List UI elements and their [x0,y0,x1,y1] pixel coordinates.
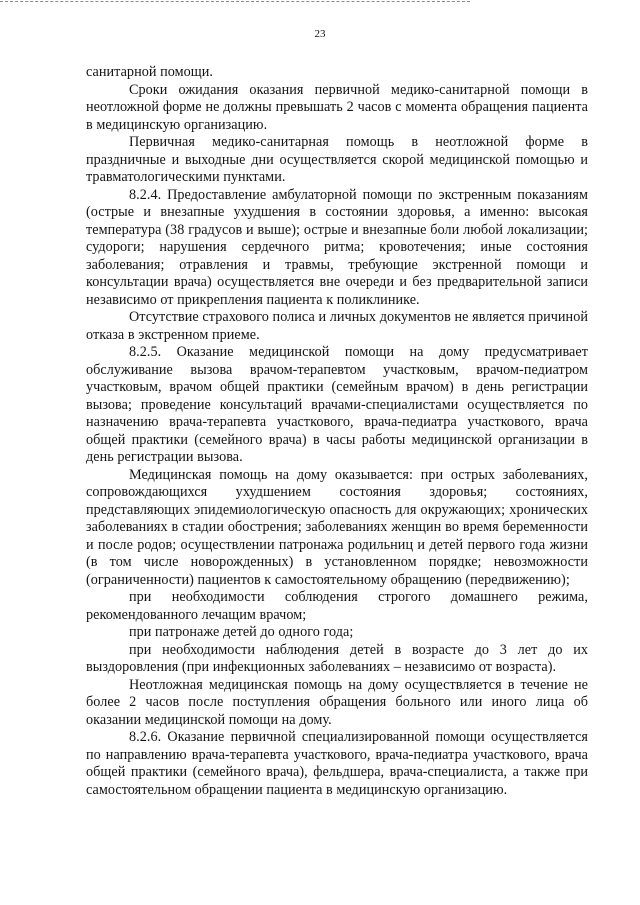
paragraph-urgent-home-care: Неотложная медицинская помощь на дому осуществляется в течение не более 2 часов после поступления обращения больного или иного лица об оказании медицинской помощи на дому. [86,676,588,728]
paragraph-waiting-time: Сроки ожидания оказания первичной медико-санитарной помощи в неотложной форме не должны превышать 2 часов с момента обращения пациента в медицинскую организацию. [86,81,588,133]
paragraph-home-regime: при необходимости соблюдения строгого домашнего режима, рекомендованного лечащим врачом; [86,589,588,623]
scan-top-edge [0,1,470,2]
paragraph-no-policy: Отсутствие страхового полиса и личных документов не является причиной отказа в экстренном приеме. [86,309,588,343]
paragraph-infant-patronage: при патронаже детей до одного года; [129,624,354,640]
paragraph-8-2-5: 8.2.5. Оказание медицинской помощи на дому предусматривает обслуживание вызова врачом-терапевтом участковым, врачом-педиатром участковым, врачом общей практики (семейным врачом) в день регистрации вызова; проведение консультаций врачами-специалистами осуществляется по назначению врача-терапевта участкового, врача-педиатра участкового, врача общей практики (семейного врача) в часы работы медицинской организации в день регистрации вызова. [86,344,588,465]
paragraph-8-2-4: 8.2.4. Предоставление амбулаторной помощи по экстренным показаниям (острые и внезапные ухудшения в состоянии здоровья, а именно: высокая температура (38 градусов и выше); острые и внезапные боли любой локализации; судороги; нарушения сердечного ритма; кровотечения; иные состояния заболевания; отравления и травмы, требующие экстренной помощи и консультации врача) осуществляется вне очереди и без предварительной записи независимо от прикрепления пациента к поликлинике. [86,186,588,308]
document-body [86,64,588,799]
paragraph-continuation: санитарной помощи. [86,64,213,80]
page-number: 23 [314,28,326,40]
paragraph-8-2-6: 8.2.6. Оказание первичной специализированной помощи осуществляется по направлению врача-терапевта участкового, врача-педиатра участкового, врача общей практики (семейного врача), фельдшера, врача-специалиста, а также при самостоятельном обращении пациента в медицинскую организацию. [86,729,588,798]
paragraph-home-care-cases: Медицинская помощь на дому оказывается: при острых заболеваниях, сопровождающихся ухудшением состояния здоровья; состояниях, представляющих эпидемиологическую опасность для окружающих; хронических заболеваниях в стадии обострения; заболеваниях женщин во время беременности и после родов; осуществлении патронажа родильниц и детей первого года жизни (в том числе новорожденных) в установленном порядке; невозможности (ограниченности) пациентов к самостоятельному обращению (передвижению); [86,466,588,588]
paragraph-child-observation: при необходимости наблюдения детей в возрасте до 3 лет до их выздоровления (при инфекционных заболеваниях – независимо от возраста). [86,641,588,675]
paragraph-holiday-care: Первичная медико-санитарная помощь в неотложной форме в праздничные и выходные дни осуществляется скорой медицинской помощью и травматологическими пунктами. [86,134,588,185]
